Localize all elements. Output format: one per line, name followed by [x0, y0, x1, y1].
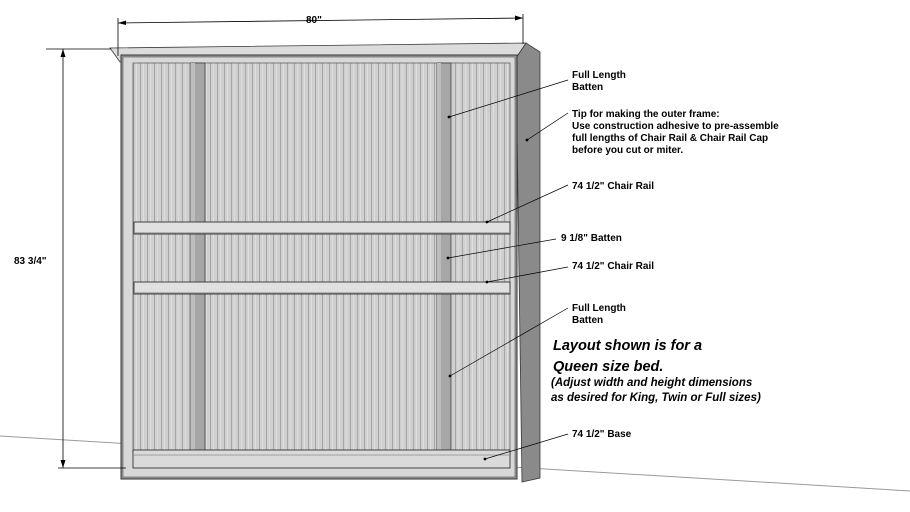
layout-note: Layout shown is for a Queen size bed.: [553, 338, 703, 375]
bottom-batten-label: Full Length Batten: [572, 303, 626, 326]
height-dimension-label: 83 3/4": [14, 256, 47, 267]
upper-chair-rail-label: 74 1/2" Chair Rail: [572, 181, 655, 192]
upper-chair-rail: [134, 222, 510, 234]
layout-note-detail: (Adjust width and height dimensions as desired for King, Twin or Full sizes): [551, 377, 761, 404]
height-dimension: [46, 49, 126, 468]
lower-chair-rail: [134, 282, 510, 294]
top-batten-label: Full Length Batten: [572, 70, 626, 93]
planked-field: [133, 63, 510, 455]
short-batten-label: 9 1/8" Batten: [561, 233, 622, 244]
base-label: 74 1/2" Base: [572, 429, 632, 440]
base-board: [133, 450, 510, 468]
panel-side: [516, 43, 540, 482]
width-dimension-label: 80": [306, 15, 322, 26]
tip-label: Tip for making the outer frame: Use construction adhesive to pre-assemble full lengths of Chair Rail & Chair Rail Cap before you cut or miter.: [572, 109, 779, 156]
lower-chair-rail-label: 74 1/2" Chair Rail: [572, 261, 655, 272]
